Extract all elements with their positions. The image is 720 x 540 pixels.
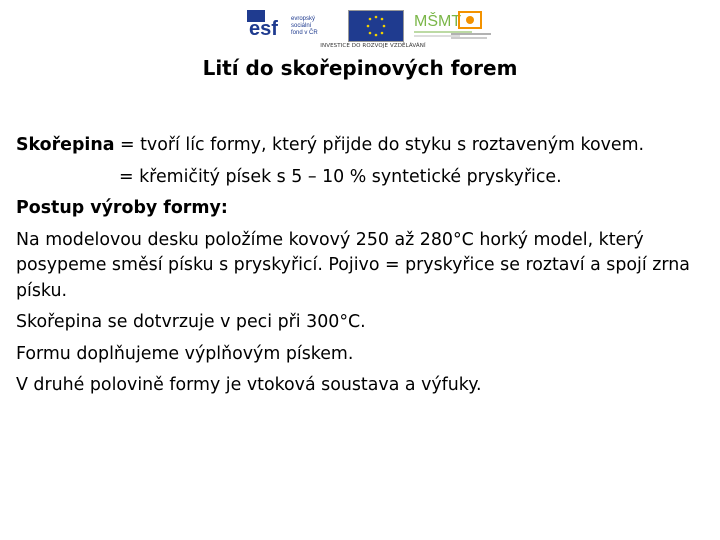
invest-caption: INVESTICE DO ROZVOJE VZDĚLÁVÁNÍ [320,43,426,49]
content [16,133,714,405]
definition-line [16,133,714,159]
filling-line: Formu doplňujeme výplňovým pískem. [16,343,354,364]
page-title: Lití do skořepinových forem [202,56,518,80]
hardening-line: Skořepina se dotvrzuje v peci při 300°C. [16,312,366,332]
definition-text: = tvoří líc formy, který přijde do styku s roztaveným kovem. [114,135,645,155]
svg-text:evropský: evropský [291,16,316,22]
svg-text:fond v ČR: fond v ČR [291,30,318,36]
procedure-paragraph: Na modelovou desku položíme kovový 250 až 280°C horký model, který posypeme směsí písku s pryskyřicí. Pojivo = pryskyřice se roztaví a spojí zrna písku. [16,229,690,301]
composition-line: = křemičitý písek s 5 – 10 % syntetické pryskyřice. [119,166,562,187]
term-skorepina: Skořepina [16,135,115,155]
svg-text:esf: esf [249,18,278,40]
esf-logo [245,8,340,40]
op-logo [447,8,495,42]
svg-text:MŠMT: MŠMT [414,13,462,30]
svg-text:sociální: sociální [291,23,312,29]
gating-line: V druhé polovině formy je vtoková soustava a výfuky. [16,375,482,395]
eu-flag-icon [348,10,404,42]
procedure-heading: Postup výroby formy: [16,198,228,218]
logo-bar [245,6,495,52]
